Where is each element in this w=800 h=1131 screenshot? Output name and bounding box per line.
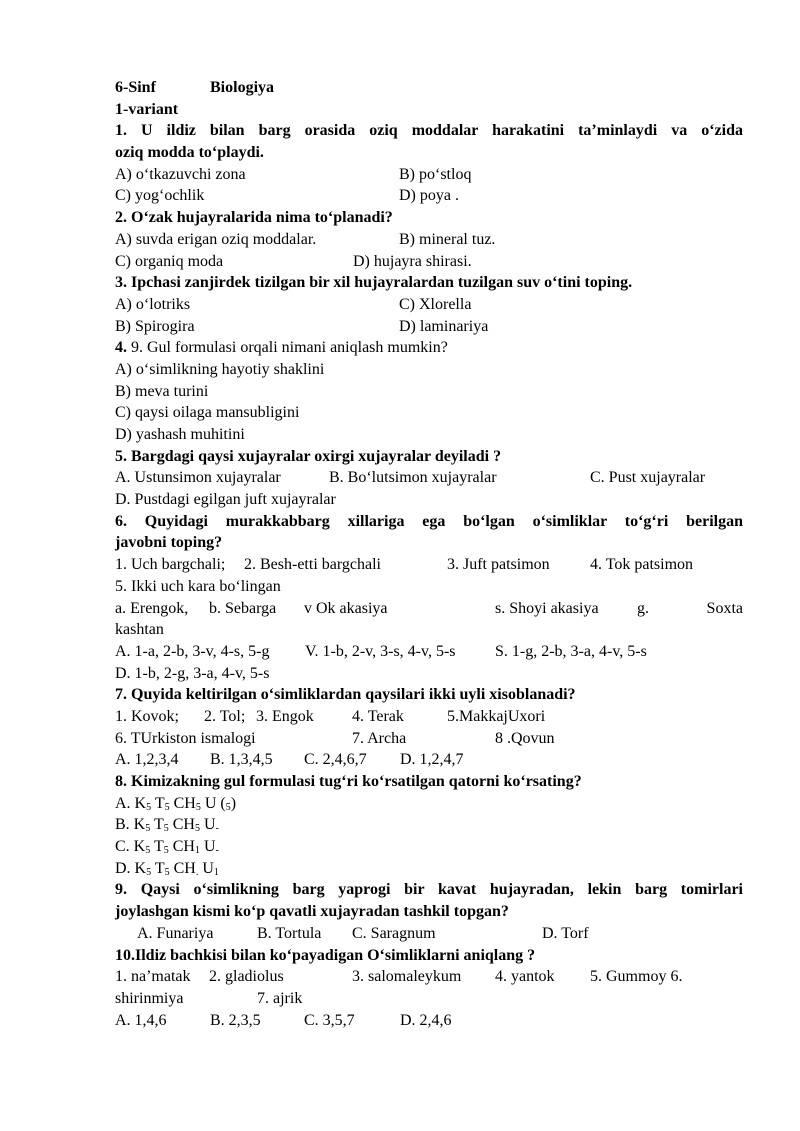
q1-text-line2: oziq modda to‘playdi. (115, 144, 264, 162)
q1-option-a: A) o‘tkazuvchi zona (115, 165, 246, 183)
q10-item-7: 7. ajrik (257, 989, 303, 1007)
q8-d-u: U (198, 859, 214, 877)
q10-answer-a: A. 1,4,6 (115, 1011, 167, 1029)
q10-items-row1 (115, 966, 743, 988)
q4-text (115, 337, 743, 359)
q6-text-line1: 6. Quyidagi murakkabbarg xillariga ega bo‘lgan o‘simliklar to‘g‘ri berilgan (115, 512, 743, 530)
q7-item-2: 2. Tol; (204, 707, 246, 725)
q8-d-sub: . (195, 866, 199, 878)
q6-answers-row1 (115, 641, 743, 663)
q8-b-ch: CH (168, 816, 195, 834)
q6-item-2: 2. Besh-etti bargchali (244, 556, 381, 574)
q8-b-k: B. K (115, 816, 146, 834)
q8-c-ch: CH (168, 838, 195, 856)
q8-d-sub: 5 (146, 866, 152, 878)
q7-answer-b: B. 1,3,4,5 (210, 751, 273, 769)
q8-text: 8. Kimizakning gul formulasi tug‘ri ko‘rsatilgan qatorni ko‘rsating? (115, 773, 582, 790)
q1-option-c: C) yog‘ochlik (115, 187, 205, 205)
q8-b-sub: 5 (145, 823, 151, 835)
q8-c-sub: - (215, 845, 219, 857)
q8-a-k: A. K (115, 794, 147, 812)
q8-a-sub: 5 (225, 801, 231, 813)
q6-text-line2: javobni toping? (115, 534, 223, 552)
q7-answer-d: D. 1,2,4,7 (400, 751, 464, 769)
q9-option-a: A. Funariya (137, 924, 214, 942)
q10-text: 10.Ildiz bachkisi bilan ko‘payadigan O‘simliklarni aniqlang ? (115, 946, 536, 964)
q8-b-sub: 5 (163, 823, 169, 835)
q9-text-line1: 9. Qaysi o‘simlikning barg yaprogi bir kavat hujayradan, lekin barg tomirlari (115, 881, 743, 899)
q8-c-sub: 1 (194, 845, 200, 857)
q1-options-row1 (115, 164, 743, 186)
grade-label: 6-Sinf (115, 79, 156, 96)
q4-option-d: D) yashash muhitini (115, 426, 245, 443)
q7-answers-row (115, 749, 743, 771)
q6-item-5: 5. Ikki uch kara bo‘lingan (115, 577, 281, 595)
q9-option-b: B. Tortula (257, 924, 322, 942)
q8-a-sub: 5 (195, 801, 201, 813)
q8-option-b (115, 814, 743, 836)
q7-item-5: 5.MakkajUxori (447, 707, 546, 725)
q10-item-1: 1. na’matak (115, 968, 191, 986)
q8-d-t: T (151, 859, 165, 877)
q1-option-d: D) poya . (399, 187, 459, 205)
q6-item-1: 1. Uch bargchali; (115, 556, 226, 574)
q10-item-6: shirinmiya (115, 989, 184, 1007)
q4-number: 4. (115, 339, 127, 357)
q10-item-2: 2. gladiolus (209, 968, 284, 986)
q6-item-3: 3. Juft patsimon (447, 556, 550, 574)
q5-options-row1 (115, 467, 743, 489)
q3-text: 3. Ipchasi zanjirdek tizilgan bir xil hujayralardan tuzilgan suv o‘tini toping. (115, 274, 633, 292)
q6-option-s: s. Shoyi akasiya (495, 599, 599, 617)
q10-item-5: 5. Gummoy 6. (590, 968, 683, 986)
q8-b-sub: 5 (194, 823, 200, 835)
q2-text: 2. O‘zak hujayralarida nima to‘planadi? (115, 209, 393, 227)
q6-option-b: b. Sebarga (209, 599, 277, 617)
q3-options-row2 (115, 316, 743, 338)
q8-a-ch: CH (169, 794, 196, 812)
q6-items-row1 (115, 554, 743, 576)
q9-text-line2: joylashgan kismi ko‘p qavatli xujayradan tashkil topgan? (115, 903, 509, 921)
q9-options-row (115, 923, 743, 945)
q8-option-c (115, 836, 743, 858)
q8-option-d (115, 858, 743, 880)
q10-answers-row (115, 1010, 743, 1032)
q7-item-8: 8 .Qovun (495, 729, 555, 747)
q1-option-b: B) po‘stloq (399, 165, 472, 183)
q8-b-sub: - (215, 823, 219, 835)
q2-option-b: B) mineral tuz. (399, 230, 496, 248)
q8-a-sub: 5 (146, 801, 152, 813)
q3-option-c: C) Xlorella (399, 295, 472, 313)
q6-answer-a: A. 1-a, 2-b, 3-v, 4-s, 5-g (115, 642, 270, 660)
q2-option-a: A) suvda erigan oziq moddalar. (115, 230, 317, 248)
q7-item-3: 3. Engok (256, 707, 314, 725)
variant-label: 1-variant (115, 100, 179, 118)
q6-answer-v: V. 1-b, 2-v, 3-s, 4-v, 5-s (305, 642, 456, 660)
q7-items-row1 (115, 706, 743, 728)
q6-option-a: a. Erengok, (115, 599, 189, 617)
q10-item-3: 3. salomaleykum (352, 968, 462, 986)
q8-d-sub: 1 (213, 866, 219, 878)
q8-d-ch: CH (169, 859, 196, 877)
q10-answer-c: C. 3,5,7 (304, 1011, 355, 1029)
q1-options-row2 (115, 185, 743, 207)
q7-item-4: 4. Terak (352, 707, 404, 725)
q8-c-t: T (150, 838, 164, 856)
q2-option-c: C) organiq moda (115, 252, 224, 270)
q7-answer-a: A. 1,2,3,4 (115, 751, 179, 769)
q8-a-u: U ( (200, 794, 226, 812)
q7-text: 7. Quyida keltirilgan o‘simliklardan qaysilari ikki uyli xisoblanadi? (115, 686, 576, 704)
q7-item-6: 6. TUrkiston ismalogi (115, 729, 256, 747)
q9-option-c: C. Saragnum (352, 924, 436, 942)
q4-option-a: A) o‘simlikning hayotiy shaklini (115, 360, 325, 378)
q8-a-sub: 5 (164, 801, 170, 813)
test-page (115, 77, 743, 1031)
q5-option-d: D. Pustdagi egilgan juft xujayralar (115, 491, 336, 509)
q10-answer-d: D. 2,4,6 (400, 1011, 452, 1029)
q8-b-t: T (150, 816, 164, 834)
q6-option-g: g. (637, 599, 649, 617)
q2-options-row1 (115, 229, 743, 251)
q6-option-g-continued: kashtan (115, 621, 164, 639)
q4-question: 9. Gul formulasi orqali nimani aniqlash mumkin? (127, 339, 448, 357)
q8-c-sub: 5 (163, 845, 169, 857)
subject-label: Biologiya (210, 79, 275, 96)
q8-a-t: T (151, 794, 165, 812)
q6-option-v: v Ok akasiya (304, 599, 388, 617)
q3-option-b: B) Spirogira (115, 317, 195, 335)
q4-option-c: C) qaysi oilaga mansubligini (115, 404, 300, 422)
q3-option-d: D) laminariya (399, 317, 489, 335)
q5-text: 5. Bargdagi qaysi xujayralar oxirgi xujayralar deyiladi ? (115, 447, 502, 465)
q6-answer-s: S. 1-g, 2-b, 3-a, 4-v, 5-s (495, 642, 647, 660)
q7-items-row2 (115, 728, 743, 750)
q2-option-d: D) hujayra shirasi. (353, 252, 472, 270)
q10-item-4: 4. yantok (495, 968, 555, 986)
q7-item-1: 1. Kovok; (115, 707, 179, 725)
header-line (115, 77, 743, 99)
q5-option-a: A. Ustunsimon xujayralar (115, 469, 281, 487)
q4-option-b: B) meva turini (115, 382, 209, 400)
q8-c-sub: 5 (145, 845, 151, 857)
q6-option-g-word: Soxta (706, 599, 743, 617)
q8-b-u: U (199, 816, 216, 834)
q1-text-line1: 1. U ildiz bilan barg orasida oziq moddalar harakatini ta’minlaydi va o‘zida (115, 122, 743, 140)
q8-option-a (115, 793, 743, 815)
q8-a-end: ) (230, 794, 237, 812)
q8-d-k: D. K (115, 859, 147, 877)
q7-answer-c: C. 2,4,6,7 (304, 751, 367, 769)
q8-d-sub: 5 (164, 866, 170, 878)
q6-answer-d: D. 1-b, 2-g, 3-a, 4-v, 5-s (115, 664, 270, 682)
q6-item-4: 4. Tok patsimon (590, 556, 694, 574)
q5-option-b: B. Bo‘lutsimon xujayralar (329, 469, 497, 487)
q6-options-row (115, 598, 743, 620)
q7-item-7: 7. Archa (352, 729, 407, 747)
q9-option-d: D. Torf (542, 924, 589, 942)
q8-c-u: U (199, 838, 216, 856)
q3-options-row1 (115, 294, 743, 316)
q2-options-row2 (115, 251, 743, 273)
q3-option-a: A) o‘lotriks (115, 295, 191, 313)
q10-answer-b: B. 2,3,5 (210, 1011, 261, 1029)
q5-option-c: C. Pust xujayralar (590, 469, 706, 487)
q8-c-k: C. K (115, 838, 146, 856)
q10-items-row2 (115, 988, 743, 1010)
